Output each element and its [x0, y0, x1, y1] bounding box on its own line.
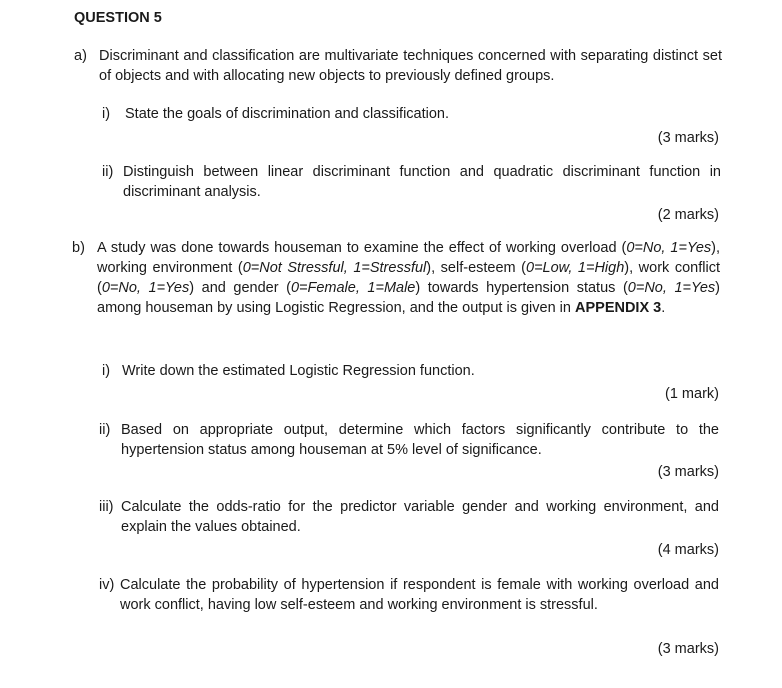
part-b-seg-4: 0=Not Stressful, 1=Stressful [242, 260, 427, 276]
part-a-ii-text: Distinguish between linear discriminant function and quadratic discriminant function in discriminant analysis. [123, 164, 721, 200]
part-b-seg-13: ) among houseman by using Logistic Regression, and the output is given in [97, 280, 721, 316]
part-b-seg-6: 0=Low, 1=High [526, 260, 625, 276]
part-b-seg-8: 0=No, 1=Yes [101, 280, 190, 296]
part-a-i-text: State the goals of discrimination and classification. [125, 106, 450, 122]
part-a-i-label: i) [102, 106, 111, 122]
appendix-reference: APPENDIX 3 [575, 300, 662, 316]
part-a-text: Discriminant and classification are multivariate techniques concerned with separating distinct set of objects and with allocating new objects to previously defined groups. [99, 48, 722, 84]
part-b-i-marks: (1 mark) [665, 386, 719, 402]
question-heading: QUESTION 5 [74, 10, 162, 26]
part-b-text [97, 238, 720, 318]
part-b-seg-10: 0=Female, 1=Male [290, 280, 416, 296]
part-b-iv-text: Calculate the probability of hypertension if respondent is female with working overload and work conflict, having low self-esteem and working environment is stressful. [120, 577, 719, 613]
part-b-seg-2: 0=No, 1=Yes [626, 240, 712, 256]
part-b-seg-1: A study was done towards houseman to examine the effect of working overload ( [97, 240, 627, 256]
part-b-iii-label: iii) [99, 499, 114, 515]
part-a-i-marks: (3 marks) [657, 130, 719, 146]
part-a-label: a) [74, 48, 87, 64]
part-b-label: b) [72, 240, 85, 256]
part-b-seg-3: ), working environment ( [97, 240, 720, 276]
part-b-seg-7: ), work conflict ( [97, 260, 720, 296]
part-b-seg-5: ), self-esteem ( [426, 260, 526, 276]
part-b-seg-15: . [661, 300, 666, 316]
part-b-i-text: Write down the estimated Logistic Regression function. [122, 363, 475, 379]
part-a-ii-marks: (2 marks) [657, 207, 719, 223]
part-b-i-label: i) [102, 363, 111, 379]
part-b-seg-11: ) towards hypertension status ( [415, 280, 628, 296]
part-b-iv-marks: (3 marks) [657, 641, 719, 657]
part-a-ii-label: ii) [102, 164, 114, 180]
part-b-seg-12: 0=No, 1=Yes [627, 280, 716, 296]
part-b-iv-label: iv) [99, 577, 115, 593]
part-b-ii-label: ii) [99, 422, 111, 438]
part-b-ii-marks: (3 marks) [657, 464, 719, 480]
part-b-iii-text: Calculate the odds-ratio for the predictor variable gender and working environment, and explain the values obtained. [121, 499, 719, 535]
part-b-iii-marks: (4 marks) [657, 542, 719, 558]
part-b-seg-9: ) and gender ( [189, 280, 291, 296]
part-b-ii-text: Based on appropriate output, determine which factors significantly contribute to the hypertension status among houseman at 5% level of significance. [121, 422, 719, 458]
